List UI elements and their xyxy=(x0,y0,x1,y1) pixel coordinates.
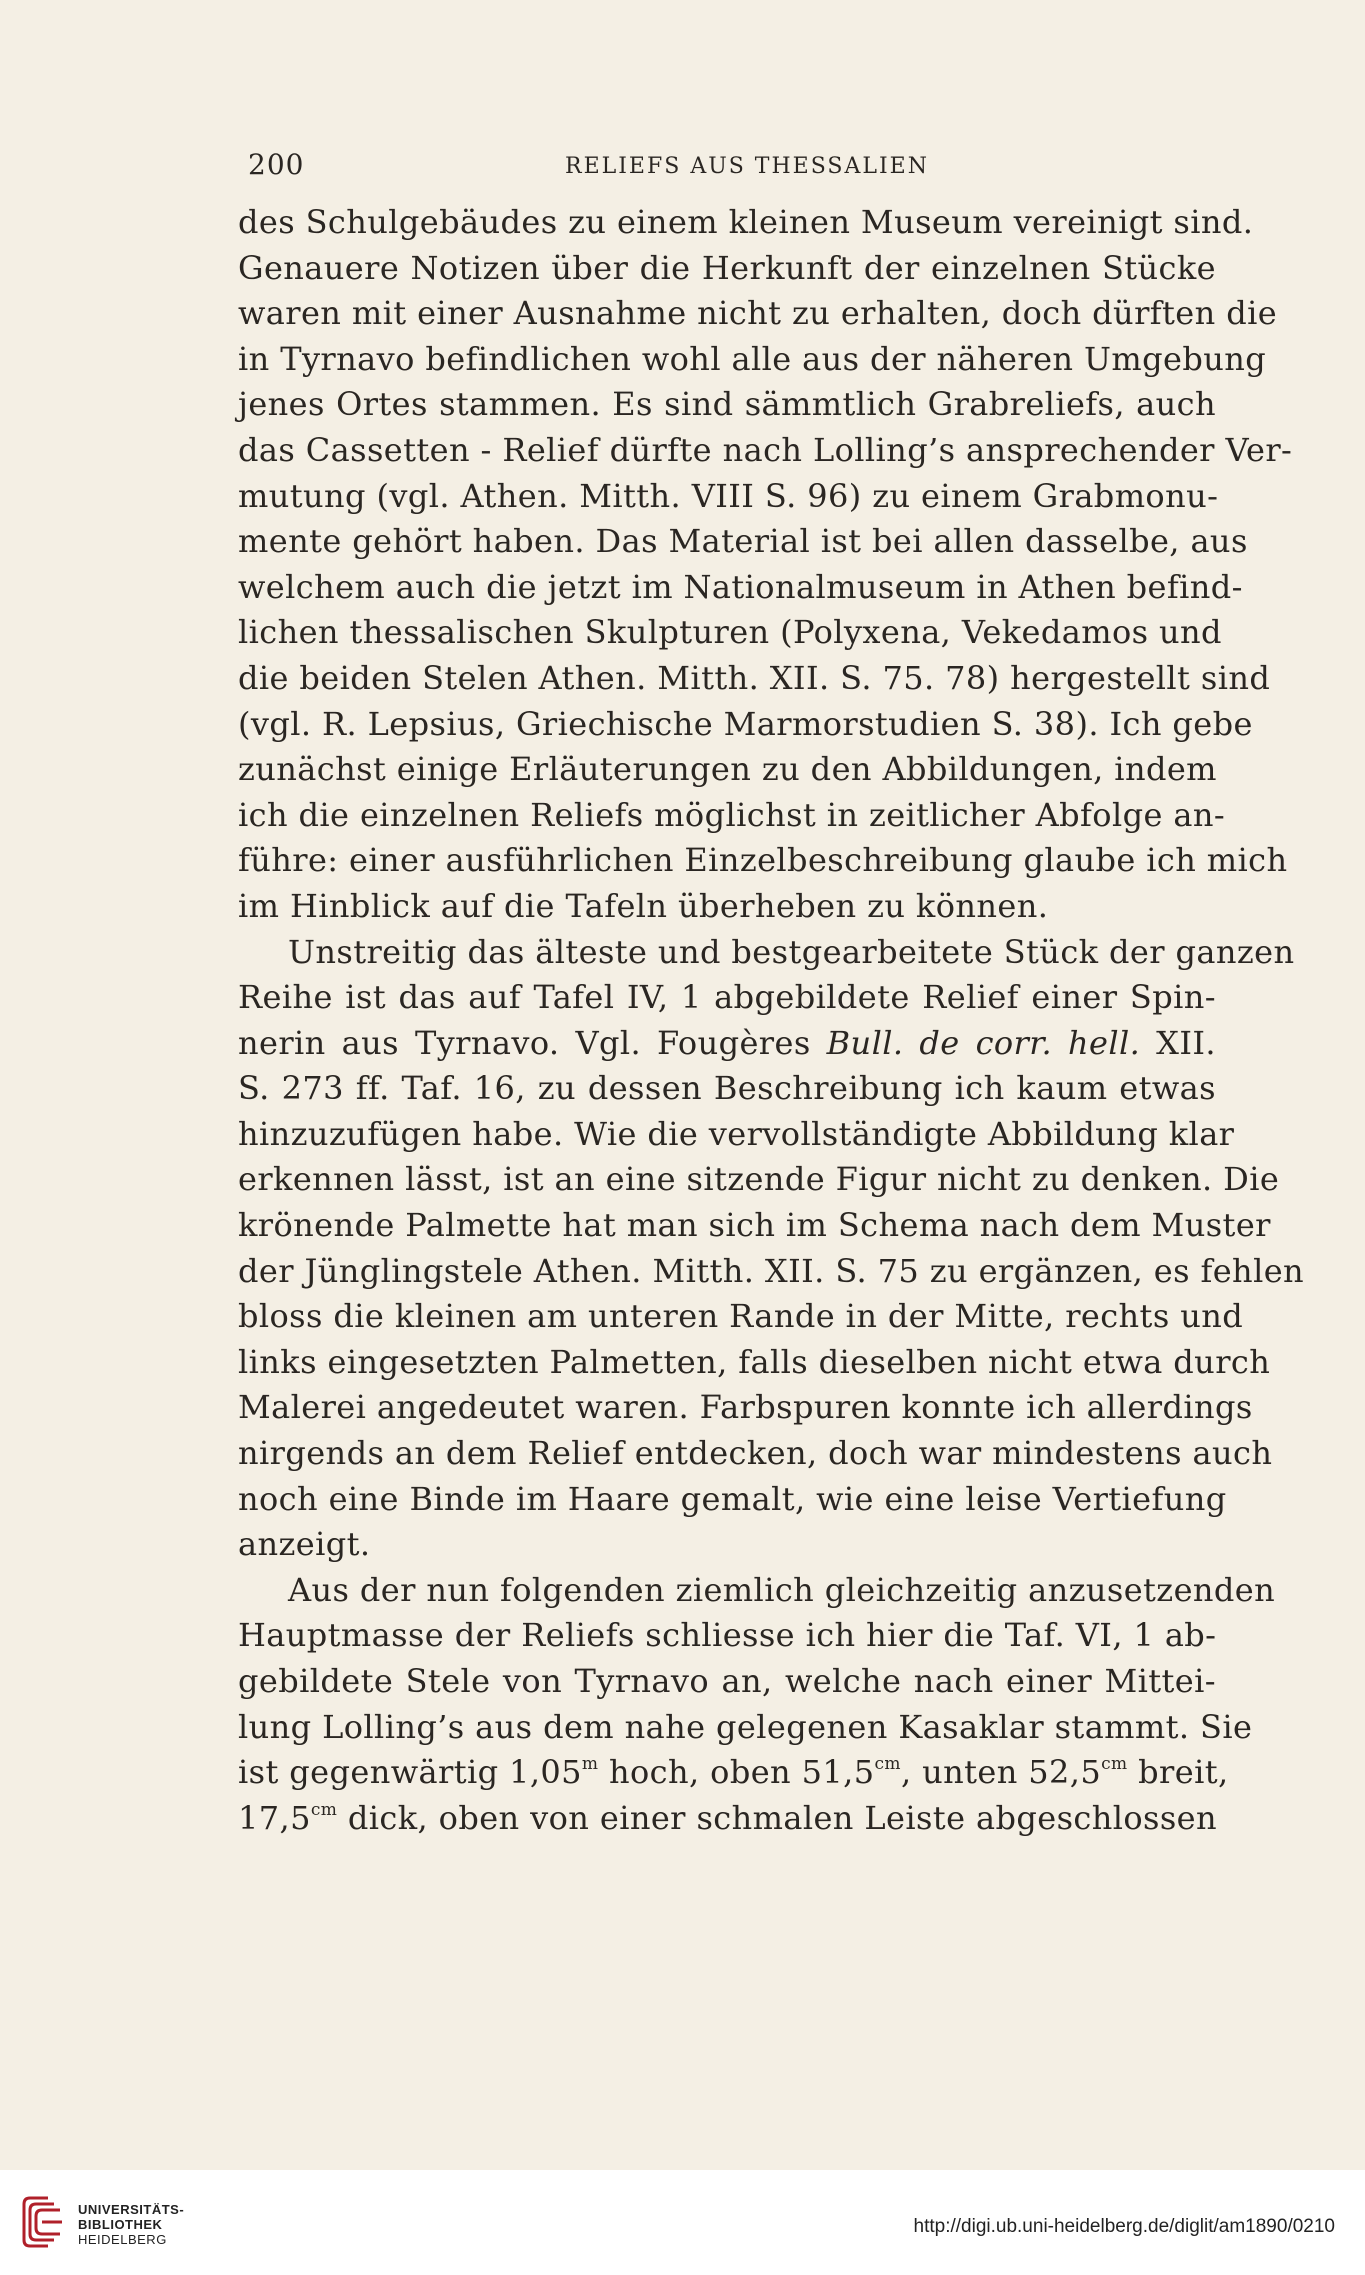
library-logo-icon xyxy=(20,2194,66,2250)
text-line: Reihe ist das auf Tafel IV, 1 abgebildete Relief einer Spin- xyxy=(238,978,1216,1017)
text-line: anzeigt. xyxy=(238,1525,371,1564)
text-line: das Cassetten - Relief dürfte nach Lolling’s ansprechender Ver- xyxy=(238,430,1293,469)
unit-superscript: cm xyxy=(874,1754,901,1775)
text-line xyxy=(238,1796,1216,1842)
text-line: noch eine Binde im Haare gemalt, wie eine leise Vertiefung xyxy=(238,1479,1227,1518)
text-run: nerin aus Tyrnavo. Vgl. Fougères xyxy=(238,1023,811,1062)
text-line: der Jünglingstele Athen. Mitth. XII. S. 75 zu ergänzen, es fehlen xyxy=(238,1251,1305,1290)
text-line: mutung (vgl. Athen. Mitth. VIII S. 96) zu einem Grabmonu- xyxy=(238,476,1219,515)
text-line: Malerei angedeutet waren. Farbspuren konnte ich allerdings xyxy=(238,1388,1253,1427)
text-line: in Tyrnavo befindlichen wohl alle aus der näheren Umgebung xyxy=(238,339,1267,378)
text-run: XII. xyxy=(1156,1023,1216,1062)
text-line xyxy=(238,1750,1229,1796)
text-line: zunächst einige Erläuterungen zu den Abbildungen, indem xyxy=(238,750,1217,789)
page-header xyxy=(238,148,1216,188)
text-line: krönende Palmette hat man sich im Schema nach dem Muster xyxy=(238,1206,1271,1245)
text-line: führe: einer ausführlichen Einzelbeschreibung glaube ich mich xyxy=(238,841,1288,880)
text-line: jenes Ortes stammen. Es sind sämmtlich Grabreliefs, auch xyxy=(238,385,1216,424)
text-line: Hauptmasse der Reliefs schliesse ich hier die Taf. VI, 1 ab- xyxy=(238,1616,1217,1655)
text-run: hoch, oben 51,5 xyxy=(598,1753,875,1792)
text-line: bloss die kleinen am unteren Rande in der Mitte, rechts und xyxy=(238,1297,1244,1336)
text-line: des Schulgebäudes zu einem kleinen Museum vereinigt sind. xyxy=(238,203,1254,241)
text-line: gebildete Stele von Tyrnavo an, welche nach einer Mittei- xyxy=(238,1662,1216,1700)
text-run: 17,5 xyxy=(238,1798,311,1837)
text-line: Genauere Notizen über die Herkunft der einzelnen Stücke xyxy=(238,248,1216,287)
text-run: breit, xyxy=(1127,1753,1229,1792)
text-line: hinzuzufügen habe. Wie die vervollständigte Abbildung klar xyxy=(238,1114,1235,1153)
text-line: ich die einzelnen Reliefs möglichst in zeitlicher Abfolge an- xyxy=(238,795,1226,834)
text-line: die beiden Stelen Athen. Mitth. XII. S. 75. 78) hergestellt sind xyxy=(238,658,1271,697)
library-name-line: HEIDELBERG xyxy=(78,2232,167,2247)
text-line: mente gehört haben. Das Material ist bei allen dasselbe, aus xyxy=(238,522,1248,561)
body-text xyxy=(238,200,1305,1841)
text-run: ist gegenwärtig 1,05 xyxy=(238,1753,582,1792)
footer-bar xyxy=(0,2170,1365,2275)
journal-title: Bull. de corr. hell. xyxy=(826,1023,1141,1062)
text-line: S. 273 ff. Taf. 16, zu dessen Beschreibung ich kaum etwas xyxy=(238,1069,1216,1108)
text-line: (vgl. R. Lepsius, Griechische Marmorstudien S. 38). Ich gebe xyxy=(238,704,1253,743)
text-line xyxy=(238,1021,1216,1067)
text-line: erkennen lässt, ist an eine sitzende Figur nicht zu denken. Die xyxy=(238,1160,1280,1199)
text-line: Unstreitig das älteste und bestgearbeitete Stück der ganzen xyxy=(288,932,1295,971)
source-url-link[interactable]: http://digi.ub.uni-heidelberg.de/diglit/am1890/0210 xyxy=(913,2216,1335,2237)
library-name-line: BIBLIOTHEK xyxy=(78,2217,163,2232)
library-name xyxy=(78,2202,184,2247)
unit-superscript: cm xyxy=(310,1799,338,1820)
text-line: lichen thessalischen Skulpturen (Polyxena, Vekedamos und xyxy=(238,613,1222,652)
text-line: nirgends an dem Relief entdecken, doch war mindestens auch xyxy=(238,1434,1273,1473)
running-title: RELIEFS AUS THESSALIEN xyxy=(565,154,929,179)
text-line: lung Lolling’s aus dem nahe gelegenen Kasaklar stammt. Sie xyxy=(238,1707,1253,1746)
library-name-line: UNIVERSITÄTS- xyxy=(78,2202,185,2217)
text-line: links eingesetzten Palmetten, falls dieselben nicht etwa durch xyxy=(238,1342,1271,1381)
text-line: waren mit einer Ausnahme nicht zu erhalten, doch dürften die xyxy=(238,294,1278,333)
text-line: im Hinblick auf die Tafeln überheben zu können. xyxy=(238,886,1049,925)
unit-superscript: m xyxy=(581,1754,599,1775)
text-run: dick, oben von einer schmalen Leiste abgeschlossen xyxy=(337,1798,1218,1837)
text-run: , unten 52,5 xyxy=(900,1753,1102,1792)
text-line: welchem auch die jetzt im Nationalmuseum in Athen befind- xyxy=(238,567,1243,606)
page-number: 200 xyxy=(248,148,305,181)
unit-superscript: cm xyxy=(1101,1754,1128,1775)
text-line: Aus der nun folgenden ziemlich gleichzeitig anzusetzenden xyxy=(288,1570,1276,1609)
